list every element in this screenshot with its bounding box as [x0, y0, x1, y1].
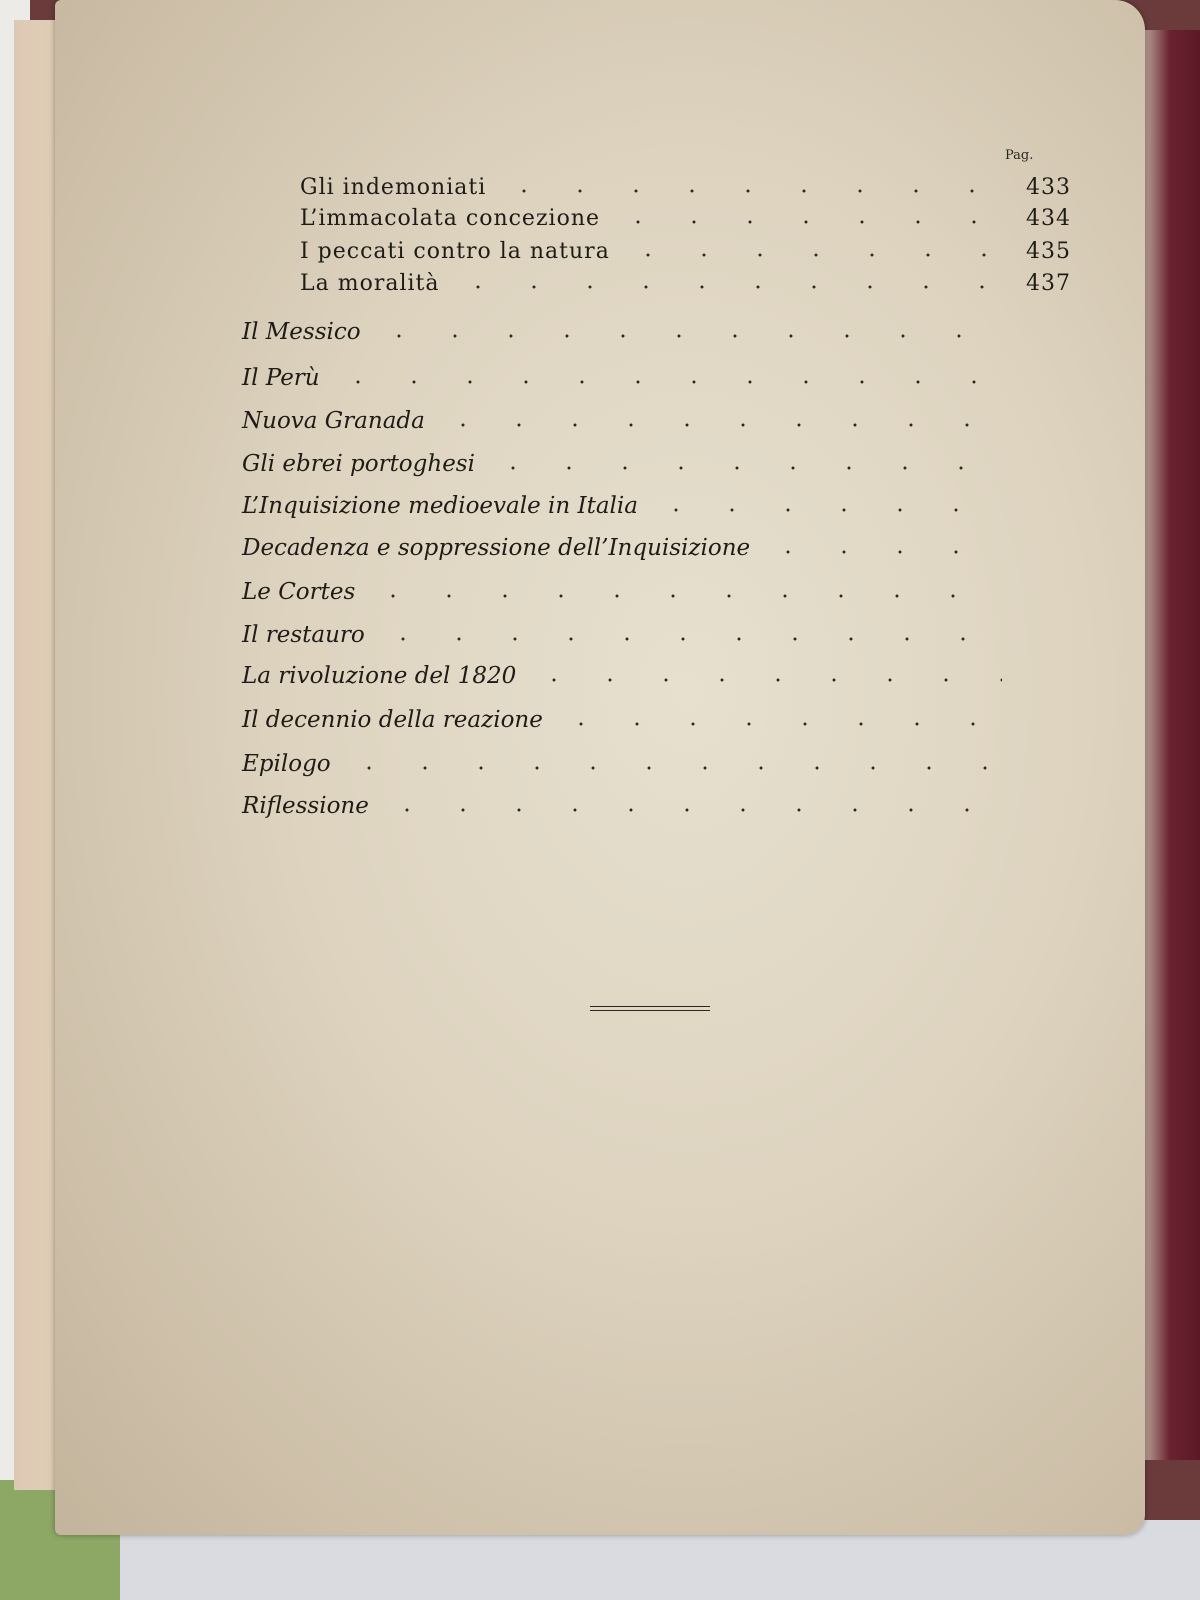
dot-leader	[553, 704, 1002, 727]
toc-entry-title: Le Cortes	[242, 579, 356, 605]
toc-entry-title: Il decennio della reazione	[242, 707, 543, 733]
toc-entry-page: 437	[1026, 271, 1071, 296]
dot-leader	[610, 203, 1016, 225]
dot-leader	[375, 619, 1002, 642]
toc-subentry	[300, 268, 1070, 296]
separator-rule	[590, 1006, 710, 1007]
toc-entry-title: Gli indemoniati	[300, 175, 487, 200]
toc-entry	[242, 362, 1012, 391]
toc-entry	[242, 619, 1012, 648]
dot-leader	[330, 362, 1002, 385]
table-of-contents	[55, 0, 1145, 1535]
toc-subentry	[300, 172, 1070, 200]
toc-subentry	[300, 203, 1070, 231]
toc-entry-page: 434	[1026, 206, 1071, 231]
dot-leader	[450, 268, 1017, 290]
toc-entry-title: Il restauro	[242, 622, 365, 648]
toc-entry	[242, 448, 1012, 477]
toc-entry	[242, 576, 1012, 605]
dot-leader	[496, 172, 1016, 194]
toc-entry	[242, 660, 1012, 689]
dot-leader	[341, 748, 1002, 771]
toc-entry-title: L’immacolata concezione	[300, 206, 601, 231]
toc-entry	[242, 405, 1012, 434]
toc-entry	[242, 490, 1012, 519]
toc-entry-title: Il Messico	[242, 319, 361, 345]
dot-leader	[620, 236, 1016, 258]
toc-entry-title: I peccati contro la natura	[300, 239, 610, 264]
toc-entry-title: Gli ebrei portoghesi	[242, 451, 475, 477]
toc-entry	[242, 316, 1012, 345]
dot-leader	[371, 316, 1002, 339]
toc-entry	[242, 532, 1012, 561]
toc-entry-title: La rivoluzione del 1820	[242, 663, 517, 689]
toc-entry	[242, 790, 1012, 819]
dot-leader	[435, 405, 1002, 428]
toc-entry-title: Nuova Granada	[242, 408, 425, 434]
toc-entry-title: Decadenza e soppressione dell’Inquisizione	[242, 535, 751, 561]
dot-leader	[365, 576, 1002, 599]
toc-entry-title: Epilogo	[242, 751, 331, 777]
separator-rule	[590, 1010, 710, 1011]
toc-entry-title: La moralità	[300, 271, 440, 296]
dot-leader	[648, 490, 1002, 513]
dot-leader	[485, 448, 1002, 471]
toc-entry-page: 433	[1026, 175, 1071, 200]
toc-entry-title: L’Inquisizione medioevale in Italia	[242, 493, 638, 519]
toc-entry	[242, 704, 1012, 733]
toc-entry-title: Il Perù	[242, 365, 320, 391]
book-page	[55, 0, 1145, 1535]
page-column-label: Pag.	[1005, 148, 1034, 163]
toc-subentry	[300, 236, 1070, 264]
dot-leader	[379, 790, 1002, 813]
toc-entry	[242, 748, 1012, 777]
dot-leader	[760, 532, 1002, 555]
toc-entry-title: Riflessione	[242, 793, 369, 819]
dot-leader	[526, 660, 1002, 683]
toc-entry-page: 435	[1026, 239, 1071, 264]
